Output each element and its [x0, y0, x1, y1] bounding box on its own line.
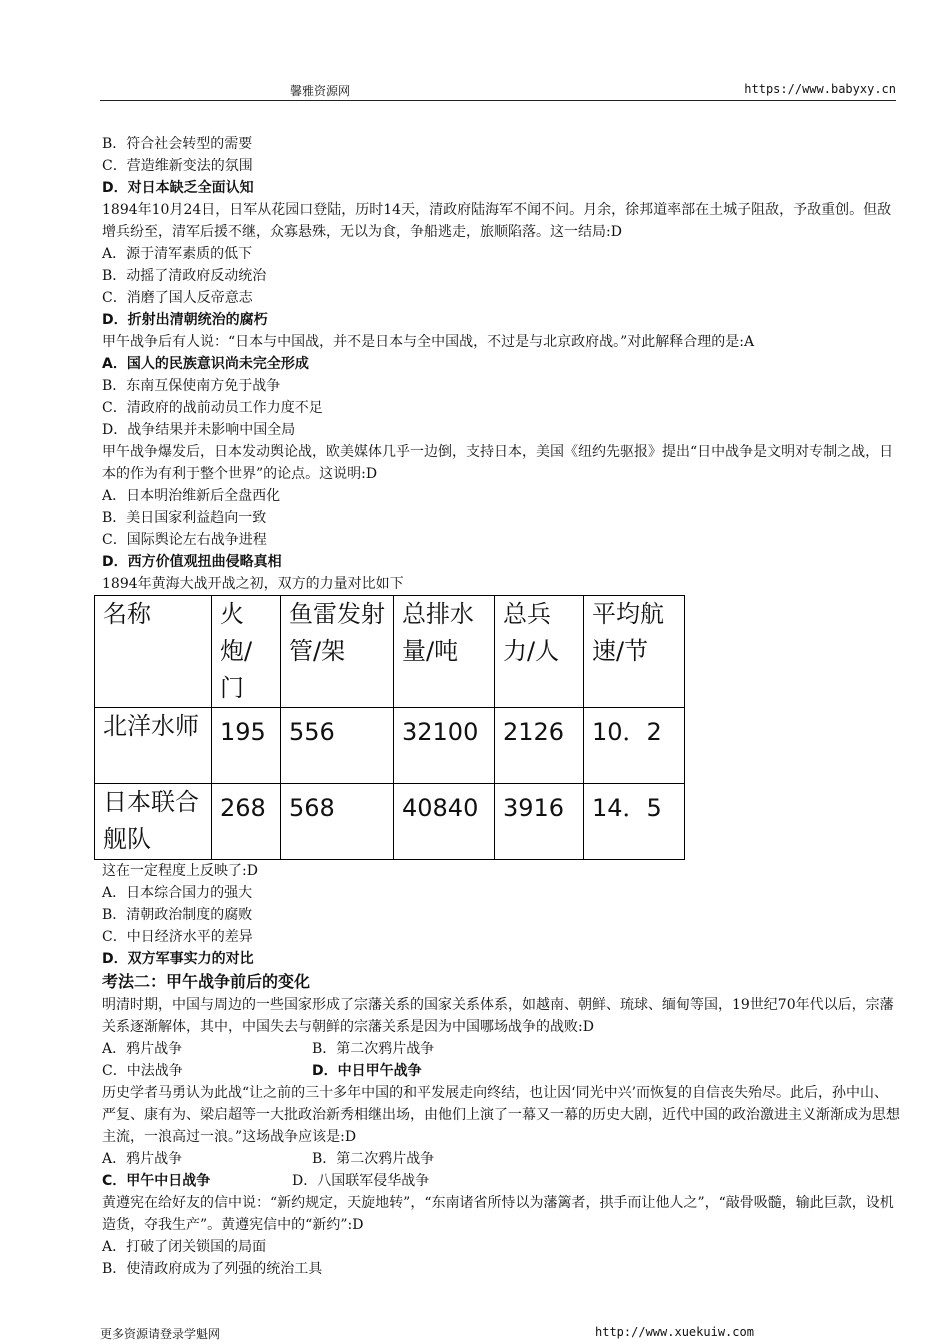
question-stem: 甲午战争爆发后，日本发动舆论战，欧美媒体几乎一边倒，支持日本，美国《纽约先驱报》提出“日中战争是文明对专制之战，日本的作为有利于整个世界”的论点。这说明:D: [102, 444, 894, 482]
answer-option: A．国人的民族意识尚未完全形成: [102, 356, 309, 372]
option: A．源于清军素质的低下: [102, 246, 253, 262]
table-cell: 10．2: [584, 708, 685, 784]
option: D．战争结果并未影响中国全局: [102, 422, 296, 438]
page-header: [100, 80, 896, 101]
table-cell: 14．5: [584, 784, 685, 860]
question-stem: 1894年10月24日，日军从花园口登陆，历时14天，清政府陆海军不闻不问。月余，徐邦道率部在土城子阻敌，予敌重创。但敌增兵纷至，清军后援不继，众寡悬殊，无以为食，争船逃走，旅顺陷落。这一结局:D: [102, 202, 892, 240]
table-cell: 568: [281, 784, 394, 860]
option: C．营造维新变法的氛围: [102, 158, 253, 174]
option: A．鸦片战争: [102, 1041, 183, 1057]
option: A．日本明治维新后全盘西化: [102, 488, 281, 504]
option: A．日本综合国力的强大: [102, 885, 253, 901]
table-cell: 32100: [394, 708, 495, 784]
option: C．中日经济水平的差异: [102, 929, 253, 945]
document-body: [102, 133, 902, 1280]
question-stem: 历史学者马勇认为此战“让之前的三十多年中国的和平发展走向终结，也让因‘同光中兴’而恢复的自信丧失殆尽。此后，孙中山、严复、康有为、梁启超等一大批政治新秀相继出场，由他们上演了一幕又一幕的历史大剧，近代中国的政治激进主义渐渐成为思想主流，一浪高过一浪。”这场战争应该是:D: [102, 1085, 900, 1145]
question-stem: 明清时期，中国与周边的一些国家形成了宗藩关系的国家关系体系，如越南、朝鲜、琉球、缅甸等国，19世纪70年代以后，宗藩关系逐渐解体，其中，中国失去与朝鲜的宗藩关系是因为中国哪场战争的战败:D: [102, 997, 894, 1035]
option: B．第二次鸦片战争: [312, 1151, 435, 1167]
option: B．清朝政治制度的腐败: [102, 907, 253, 923]
question-followup: 这在一定程度上反映了:D: [102, 863, 258, 879]
table-cell: 2126: [495, 708, 584, 784]
question-stem: 1894年黄海大战开战之初，双方的力量对比如下: [102, 576, 404, 592]
footer-url[interactable]: http://www.xuekuiw.com: [595, 1325, 754, 1339]
table-cell: 268: [212, 784, 281, 860]
table-header-cell: 鱼雷发射管/架: [281, 596, 394, 708]
option: D．八国联军侵华战争: [292, 1173, 430, 1189]
option: B．东南互保使南方免于战争: [102, 378, 281, 394]
option: B．动摇了清政府反动统治: [102, 268, 267, 284]
table-cell-name: 日本联合舰队: [95, 784, 212, 860]
header-site-name: 馨雅资源网: [290, 84, 351, 98]
section-heading: 考法二：甲午战争前后的变化: [102, 972, 311, 991]
footer-text: 更多资源请登录学魁网: [100, 1327, 221, 1341]
option: B．第二次鸦片战争: [312, 1041, 435, 1057]
table-cell: 556: [281, 708, 394, 784]
table-cell: 3916: [495, 784, 584, 860]
question-stem: 黄遵宪在给好友的信中说：“新约规定，天旋地转”，“东南诸省所恃以为藩篱者，拱手而让他人之”，“敲骨吸髓，输此巨款，设机造货，夺我生产”。黄遵宪信中的“新约”:D: [102, 1195, 894, 1233]
table-row: [95, 708, 685, 784]
table-header-cell: 平均航速/节: [584, 596, 685, 708]
table-header-row: [95, 596, 685, 708]
option: C．消磨了国人反帝意志: [102, 290, 253, 306]
answer-option: D．双方军事实力的对比: [102, 951, 254, 967]
option: A．打破了闭关锁国的局面: [102, 1239, 267, 1255]
answer-option: D．对日本缺乏全面认知: [102, 180, 254, 196]
table-header-cell: 总排水量/吨: [394, 596, 495, 708]
option-row: [102, 1148, 902, 1170]
table-header-cell: 火炮/门: [212, 596, 281, 708]
answer-option: D．西方价值观扭曲侵略真相: [102, 554, 282, 570]
answer-option: D．中日甲午战争: [312, 1063, 422, 1079]
question-stem: 甲午战争后有人说：“日本与中国战，并不是日本与全中国战，不过是与北京政府战。”对此解释合理的是:A: [102, 334, 755, 350]
option-row: [102, 1038, 902, 1060]
option-row: [102, 1060, 902, 1082]
table-header-cell: 总兵力/人: [495, 596, 584, 708]
force-comparison-table: [94, 595, 685, 860]
option: B．美日国家利益趋向一致: [102, 510, 267, 526]
option: C．清政府的战前动员工作力度不足: [102, 400, 323, 416]
answer-option: D．折射出清朝统治的腐朽: [102, 312, 268, 328]
table-header-cell: 名称: [95, 596, 212, 708]
option-row: [102, 1170, 902, 1192]
option: B．使清政府成为了列强的统治工具: [102, 1261, 323, 1277]
option: A．鸦片战争: [102, 1151, 183, 1167]
option: B．符合社会转型的需要: [102, 136, 253, 152]
table-cell: 195: [212, 708, 281, 784]
answer-option: C．甲午中日战争: [102, 1173, 211, 1189]
option: C．中法战争: [102, 1063, 183, 1079]
option: C．国际舆论左右战争进程: [102, 532, 267, 548]
table-cell-name: 北洋水师: [95, 708, 212, 784]
header-url[interactable]: https://www.babyxy.cn: [744, 82, 896, 96]
table-row: [95, 784, 685, 860]
table-cell: 40840: [394, 784, 495, 860]
